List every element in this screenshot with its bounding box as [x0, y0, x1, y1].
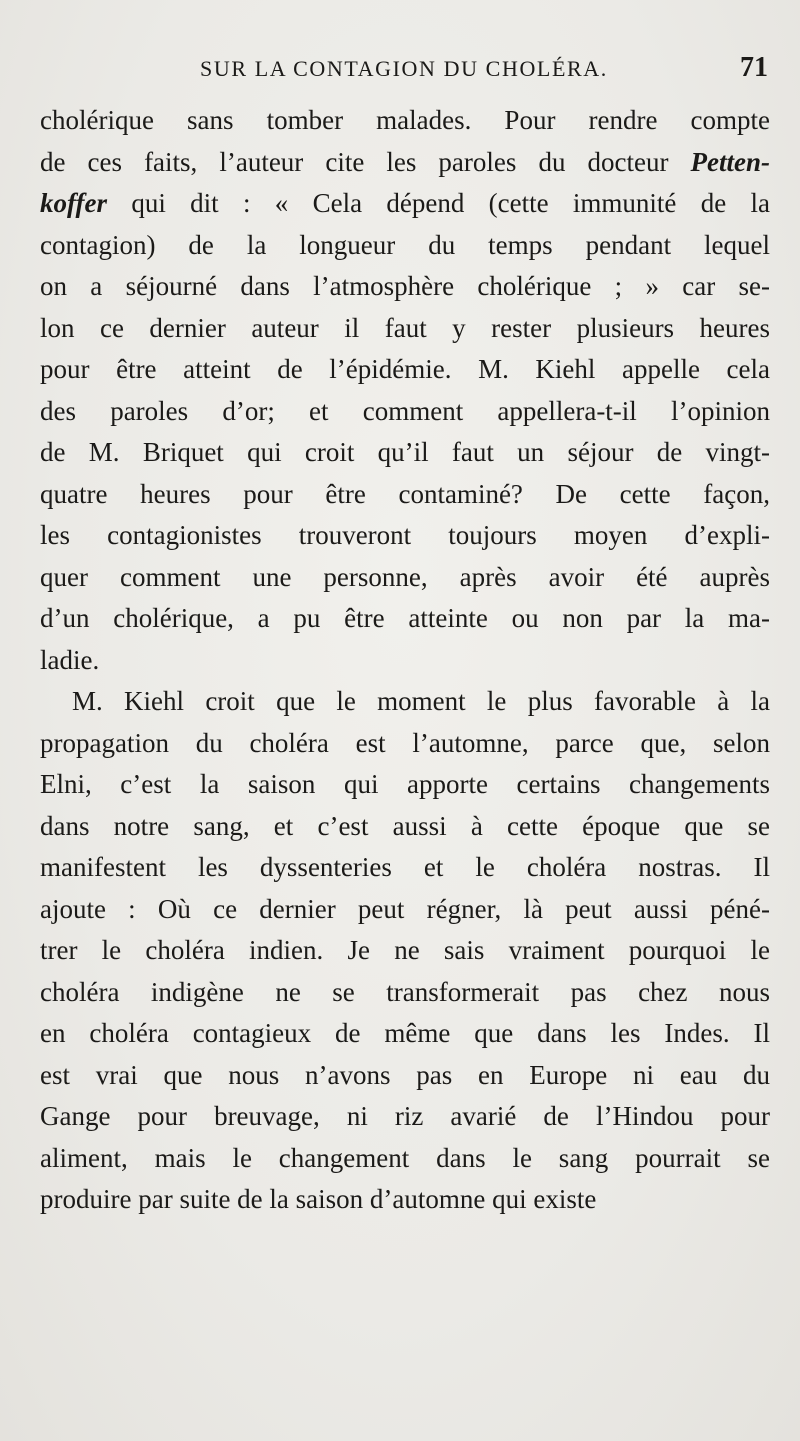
text-segment: quer comment une personne, après avoir été auprès [40, 561, 770, 592]
text-segment: d’un cholérique, a pu être atteinte ou non par la ma- [40, 603, 770, 633]
text-segment: de ces faits, l’auteur cite les paroles du docteur [40, 146, 691, 177]
text-segment: M. Kiehl croit que le moment le plus favorable à la [72, 686, 770, 716]
text-segment: on a séjourné dans l’atmosphère cholérique ; » car se- [40, 271, 770, 301]
text-segment: dans notre sang, et c’est aussi à cette époque que se [40, 810, 770, 841]
text-line [40, 391, 770, 433]
text-line [40, 598, 770, 640]
text-segment: ajoute : Où ce dernier peut régner, là peut aussi péné- [40, 893, 770, 924]
text-segment: produire par suite de la saison d’automne qui existe [40, 1184, 597, 1214]
text-line [40, 1013, 770, 1055]
text-line [40, 1138, 770, 1180]
text-segment: les contagionistes trouveront toujours moyen d’expli- [40, 520, 770, 550]
text-segment: cholérique sans tomber malades. Pour rendre compte [40, 105, 770, 135]
text-line [40, 100, 770, 142]
text-line [40, 432, 770, 474]
text-segment: aliment, mais le changement dans le sang pourrait se [40, 1142, 770, 1173]
text-line [40, 1179, 770, 1221]
page-number: 71 [740, 52, 768, 83]
text-line [40, 225, 770, 267]
text-segment: des paroles d’or; et comment appellera-t-il l’opinion [40, 395, 770, 426]
text-segment: en choléra contagieux de même que dans les Indes. Il [40, 1018, 770, 1048]
text-line [40, 930, 770, 972]
text-line [40, 474, 770, 516]
text-segment: quatre heures pour être contaminé? De cette façon, [40, 478, 770, 509]
text-segment: contagion) de la longueur du temps pendant lequel [40, 229, 770, 260]
text-line [40, 183, 770, 225]
body-text [40, 100, 770, 1221]
italic-text: koffer [40, 188, 107, 218]
text-line [40, 640, 770, 682]
text-segment: qui dit : « Cela dépend (cette immunité de la [107, 188, 770, 218]
text-line [40, 515, 770, 557]
text-line [40, 308, 770, 350]
text-line [40, 1055, 770, 1097]
text-segment: choléra indigène ne se transformerait pas chez nous [40, 976, 770, 1007]
text-line [40, 557, 770, 599]
text-segment: est vrai que nous n’avons pas en Europe ni eau du [40, 1059, 770, 1090]
text-segment: propagation du choléra est l’automne, parce que, selon [40, 727, 770, 758]
text-line [40, 349, 770, 391]
text-line [40, 681, 770, 723]
text-segment: trer le choléra indien. Je ne sais vraiment pourquoi le [40, 935, 770, 965]
text-line [40, 806, 770, 848]
text-segment: manifestent les dyssenteries et le choléra nostras. Il [40, 852, 770, 882]
text-segment: pour être atteint de l’épidémie. M. Kiehl appelle cela [40, 354, 770, 384]
text-line [40, 142, 770, 184]
running-title: SUR LA CONTAGION DU CHOLÉRA. [200, 56, 608, 81]
text-line [40, 972, 770, 1014]
text-line [40, 889, 770, 931]
text-segment: Gange pour breuvage, ni riz avarié de l’Hindou pour [40, 1101, 770, 1131]
text-line [40, 1096, 770, 1138]
italic-text: Petten- [690, 146, 770, 177]
text-segment: Elni, c’est la saison qui apporte certains changements [40, 769, 770, 799]
text-segment: lon ce dernier auteur il faut y rester plusieurs heures [40, 312, 770, 343]
text-segment: ladie. [40, 644, 100, 675]
text-line [40, 723, 770, 765]
text-segment: de M. Briquet qui croit qu’il faut un séjour de vingt- [40, 437, 770, 467]
text-line [40, 266, 770, 308]
text-line [40, 847, 770, 889]
running-head [40, 52, 776, 86]
text-line [40, 764, 770, 806]
